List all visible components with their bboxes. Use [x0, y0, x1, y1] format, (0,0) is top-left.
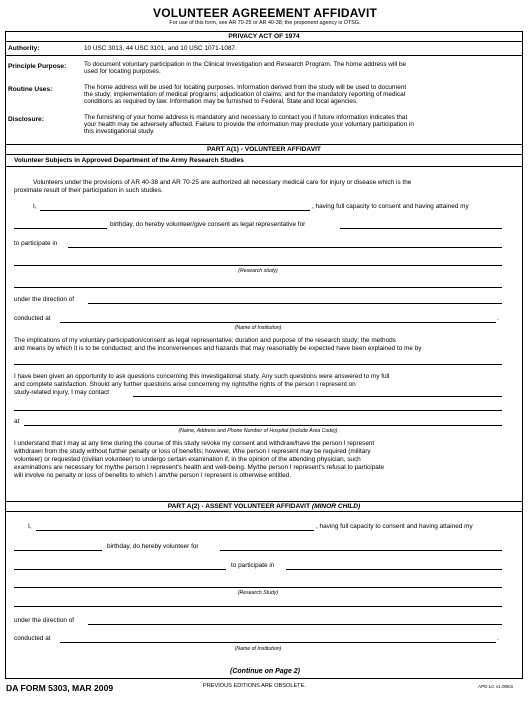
routine-line-1: The home address will be used for locating purposes. Information derived from the study will be used to document [84, 84, 407, 91]
form-title: VOLUNTEER AGREEMENT AFFIDAVIT [152, 6, 378, 20]
a1-hospital-field[interactable] [24, 425, 502, 426]
routine-line-3: conditions as required by law. Information may be furnished to Federal, State and local agencies. [84, 98, 358, 105]
purpose-label: Principle Purpose: [8, 63, 67, 70]
a1-name-field[interactable] [40, 210, 310, 211]
a2-period: . [497, 635, 499, 642]
intro-line-2: proximate result of their participation in such studies. [14, 187, 163, 194]
disclosure-line-2: your health may be adversely affected. Failure to provide the information may preclude your voluntary participation in [84, 121, 414, 128]
authority-label: Authority: [8, 45, 40, 52]
a1-hospital-caption: (Name, Address and Phone Number of Hospital (Include Area Code)) [178, 428, 338, 434]
a1-representative-field[interactable] [340, 228, 502, 229]
purpose-line-2: used for locating purposes. [84, 68, 161, 75]
a1-institution-field[interactable] [60, 322, 496, 323]
questions-line-2: and complete satisfaction. Should any further questions arise concerning my rights/the rights of the person I represent on [14, 381, 356, 388]
a2-conducted-text: conducted at [14, 635, 51, 642]
a2-participant-field[interactable] [14, 569, 226, 570]
a1-director-field[interactable] [88, 303, 502, 304]
a2-research-caption: (Research Study) [237, 590, 279, 596]
version-label: APD LC v1.00ES [478, 684, 514, 689]
a1-age-field[interactable] [14, 228, 107, 229]
a2-birthday-text: birthday, do hereby volunteer for [107, 543, 199, 550]
form-number: DA FORM 5303, MAR 2009 [6, 683, 114, 693]
implications-line-2: and means by which it is to be conducted; and the inconveniences and hazards that may reasonably be expected have been explained to me by [14, 345, 422, 352]
a1-at-text: at [14, 418, 20, 425]
revoke-line-5: will involve no penalty or loss of benefits to which I am/the person I represent is otherwise entitled. [14, 472, 292, 479]
a1-conducted-text: conducted at [14, 315, 51, 322]
a1-period: . [497, 315, 499, 322]
revoke-line-4: examinations are necessary for my/the person I represent's health and well-being. My/the person I represent's refusal to participate [14, 464, 385, 471]
implications-line-1: The implications of my voluntary participation/consent as legal representative; duration and purpose of the research study; the methods [14, 337, 396, 344]
a2-institution-field[interactable] [60, 642, 496, 643]
a2-direction-text: under the direction of [14, 617, 75, 624]
intro-line-1: Volunteers under the provisions of AR 40-38 and AR 70-25 are authorized all necessary medical care for injury or disease which is the [33, 179, 412, 186]
a1-institution-caption: (Name of Institution) [234, 325, 282, 331]
disclosure-label: Disclosure: [8, 116, 44, 123]
purpose-line-1: To document voluntary participation in the Clinical Investigation and Research Program. The home address will be [84, 61, 407, 68]
a1-i-label: I, [33, 203, 37, 210]
a1-capacity-text: , having full capacity to consent and having attained my [312, 203, 469, 210]
part-a1-header: PART A(1) - VOLUNTEER AFFIDAVIT [5, 144, 523, 155]
part-a2-header [5, 501, 523, 512]
authority-text: 10 USC 3013, 44 USC 3101, and 10 USC 1071-1087. [84, 45, 237, 52]
revoke-line-1: I understand that I may at any time during the course of this study revoke my consent and withdraw/have the person I represent [14, 440, 375, 447]
a1-study-field-3[interactable] [14, 287, 502, 288]
a2-study-field-3[interactable] [14, 606, 502, 607]
a1-direction-text: under the direction of [14, 296, 75, 303]
questions-line-3: study-related injury, I may contact [14, 389, 110, 396]
disclosure-line-3: this investigational study. [84, 128, 155, 135]
part-a1-subheader: Volunteer Subjects in Approved Department of the Army Research Studies [5, 155, 523, 167]
divider [5, 55, 523, 56]
a1-study-field-1[interactable] [68, 247, 502, 248]
a1-contact-field-1[interactable] [133, 396, 502, 397]
a2-study-field-1[interactable] [286, 569, 502, 570]
a2-institution-caption: (Name of Institution) [234, 646, 282, 652]
part-a2-header-text: PART A(2) - ASSENT VOLUNTEER AFFIDAVIT [167, 503, 311, 510]
disclosure-line-1: The furnishing of your home address is mandatory and necessary to contact you if future information indicates that [84, 114, 408, 121]
part-a2-header-minor: (MINOR CHILD) [311, 503, 361, 510]
continue-note: (Continue on Page 2) [230, 668, 300, 675]
privacy-act-header: PRIVACY ACT OF 1974 [5, 31, 523, 42]
a2-director-field[interactable] [88, 624, 502, 625]
a1-research-caption: (Research study) [238, 268, 278, 274]
form-subtitle: For use of this form, see AR 70-25 or AR 40-38; the proponent agency is OTSG. [169, 20, 361, 26]
a1-contact-field-2[interactable] [14, 410, 502, 411]
a2-age-field[interactable] [14, 550, 102, 551]
a2-participate-text: to participate in [231, 562, 275, 569]
questions-line-1: I have been given an opportunity to ask questions concerning this investigational study. Any such questions were answered to my full [14, 373, 390, 380]
a2-capacity-text: , having full capacity to consent and having attained my [316, 523, 473, 530]
routine-uses-label: Routine Uses: [8, 86, 53, 93]
editions-note: PREVIOUS EDITIONS ARE OBSOLETE. [203, 683, 306, 689]
a2-name-field[interactable] [36, 530, 314, 531]
a1-study-field-2[interactable] [14, 265, 502, 266]
revoke-line-2: withdrawn from the study without further penalty or loss of benefits; however, I/the person I represent may be required (military [14, 448, 371, 455]
a1-birthday-text: birthday, do hereby volunteer/give consent as legal representative for [110, 221, 306, 228]
revoke-line-3: volunteer) or requested (civilian volunteer) to undergo certain examination if, in the opinion of the attending physician, such [14, 456, 361, 463]
a2-study-field-2[interactable] [14, 587, 502, 588]
a1-explainer-field[interactable] [14, 364, 502, 365]
a2-volunteer-field[interactable] [220, 550, 502, 551]
a1-participate-text: to participate in [14, 240, 58, 247]
routine-line-2: the study; implementation of medical programs; adjudication of claims; and for the mandatory reporting of medical [84, 91, 406, 98]
a2-i-label: I, [28, 523, 32, 530]
